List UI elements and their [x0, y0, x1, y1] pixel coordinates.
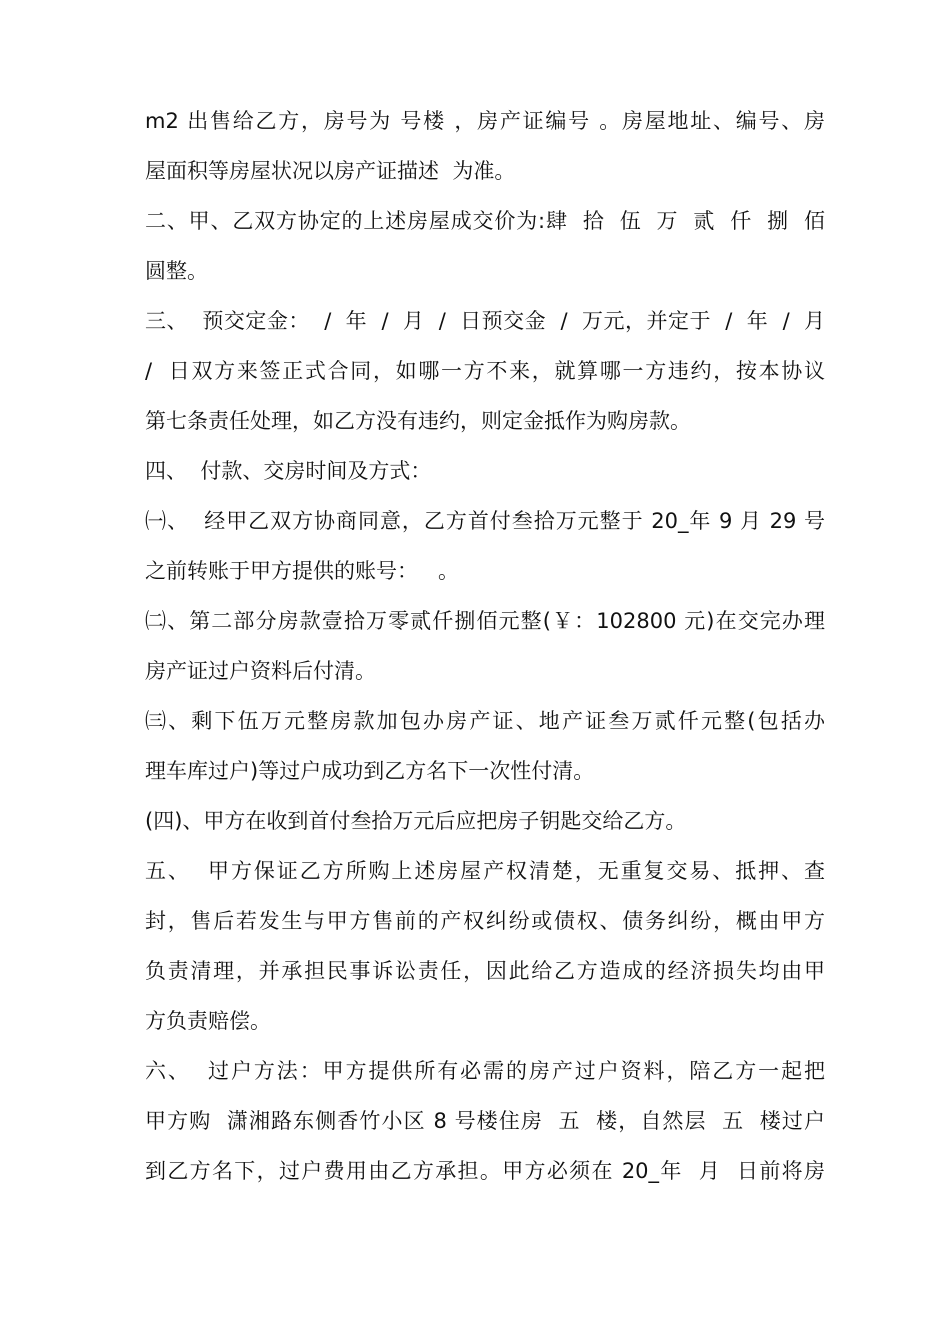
text-line: 封，售后若发生与甲方售前的产权纠纷或债权、债务纠纷，概由甲方: [145, 909, 825, 933]
contract-page: [145, 101, 825, 1201]
text-line: 四、 付款、交房时间及方式：: [145, 459, 432, 483]
text-line: ㈡、第二部分房款壹拾万零贰仟捌佰元整(￥：102800 元)在交完办理: [145, 609, 825, 633]
text-line: 第七条责任处理，如乙方没有违约，则定金抵作为购房款。: [145, 409, 691, 433]
text-line: 理车库过户)等过户成功到乙方名下一次性付清。: [145, 759, 595, 783]
text-line: 六、 过户方法：甲方提供所有必需的房产过户资料，陪乙方一起把: [145, 1059, 825, 1083]
text-line: 到乙方名下，过户费用由乙方承担。甲方必须在 20_年 月 日前将房: [145, 1159, 825, 1183]
text-line: 负责清理，并承担民事诉讼责任，因此给乙方造成的经济损失均由甲: [145, 959, 825, 983]
text-line: 房产证过户资料后付清。: [145, 659, 376, 683]
text-line: 二、甲、乙双方协定的上述房屋成交价为:肆 拾 伍 万 贰 仟 捌 佰: [145, 209, 825, 233]
text-line: 三、 预交定金： / 年 / 月 / 日预交金 / 万元，并定于 / 年 / 月: [145, 309, 825, 333]
text-line: 屋面积等房屋状况以房产证描述 为准。: [145, 159, 516, 183]
text-line: 圆整。: [145, 259, 208, 283]
text-line: 方负责赔偿。: [145, 1009, 271, 1033]
text-line: ㈠、 经甲乙双方协商同意，乙方首付叁拾万元整于 20_年 9 月 29 号: [145, 509, 825, 533]
text-line: / 日双方来签正式合同，如哪一方不来，就算哪一方违约，按本协议: [145, 359, 825, 383]
text-line: 甲方购 潇湘路东侧香竹小区 8 号楼住房 五 楼，自然层 五 楼过户: [145, 1109, 825, 1133]
text-line: (四)、甲方在收到首付叁拾万元后应把房子钥匙交给乙方。: [145, 809, 687, 833]
text-line: 之前转账于甲方提供的账号： 。: [145, 559, 460, 583]
text-line: m2 出售给乙方，房号为 号楼 ，房产证编号 。房屋地址、编号、房: [145, 109, 825, 133]
text-line: 五、 甲方保证乙方所购上述房屋产权清楚，无重复交易、抵押、查: [145, 859, 825, 883]
text-line: ㈢、剩下伍万元整房款加包办房产证、地产证叁万贰仟元整(包括办: [145, 709, 825, 733]
